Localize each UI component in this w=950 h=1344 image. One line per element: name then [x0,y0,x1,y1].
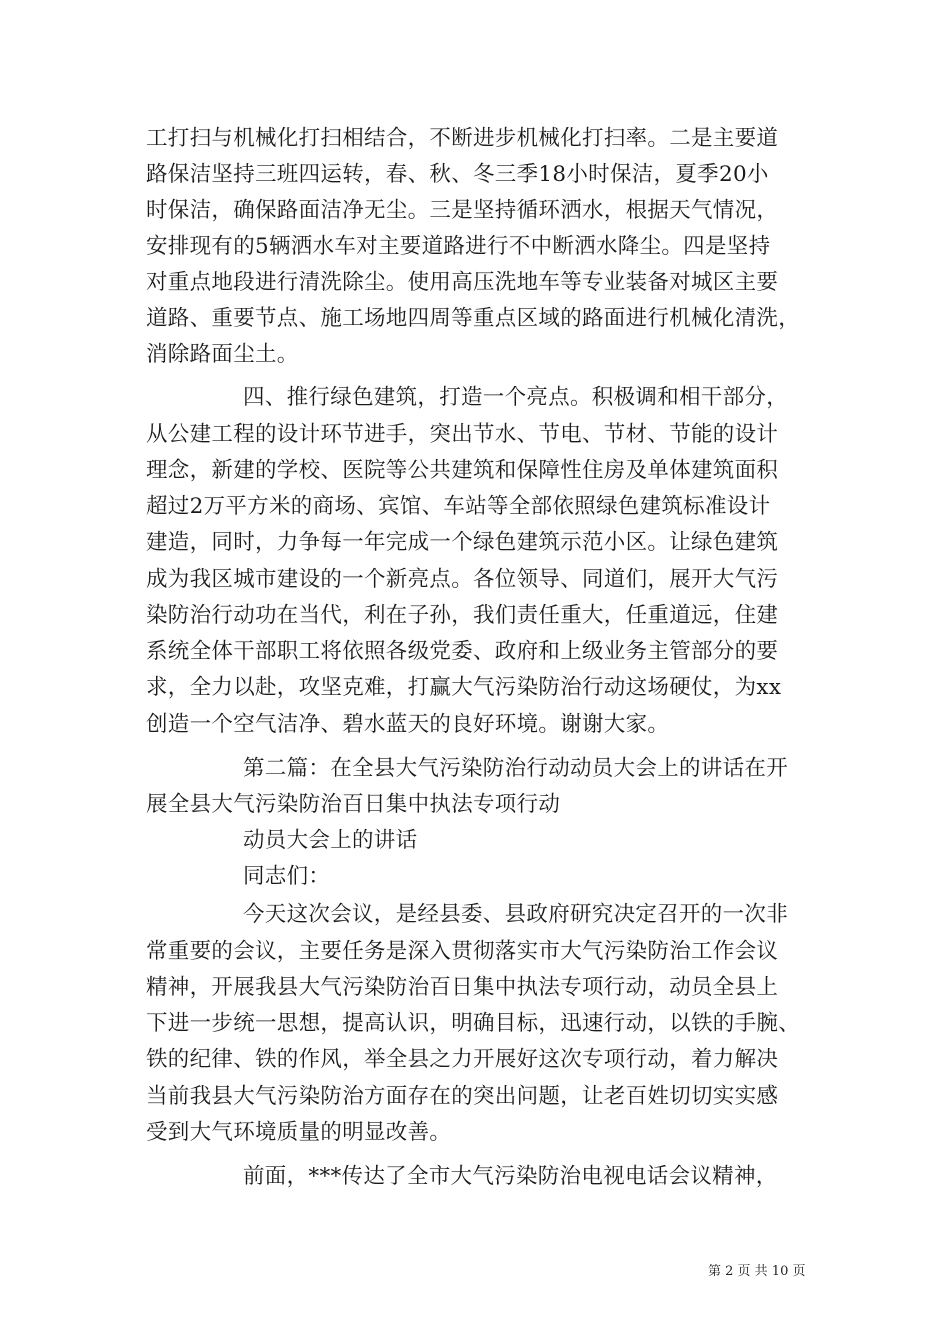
paragraph-line: 染防治行动功在当代，利在子孙，我们责任重大，任重道远，住建 [146,603,779,628]
paragraph-line: 创造一个空气洁净、碧水蓝天的良好环境。谢谢大家。 [146,712,670,737]
paragraph-line: 道路、重要节点、施工场地四周等重点区域的路面进行机械化清洗， [146,306,801,331]
paragraph-line: 精神，开展我县大气污染防治百日集中执法专项行动，动员全县上 [146,975,779,1000]
section-heading-line: 四、推行绿色建筑，打造一个亮点。积极调和相干部分， [243,385,789,410]
paragraph-line: 铁的纪律、铁的作风，举全县之力开展好这次专项行动，着力解决 [146,1047,779,1072]
paragraph-line: 超过2万平方米的商场、宾馆、车站等全部依照绿色建筑标准设计 [146,494,771,519]
paragraph-line: 常重要的会议，主要任务是深入贯彻落实市大气污染防治工作会议 [146,939,779,964]
paragraph-line: 受到大气环境质量的明显改善。 [146,1120,452,1145]
paragraph-line: 求，全力以赴，攻坚克难，打赢大气污染防治行动这场硬仗，为xx [146,675,782,700]
speech-title-line: 动员大会上的讲话 [243,828,418,853]
paragraph-line: 建造，同时，力争每一年完成一个绿色建筑示范小区。让绿色建筑 [146,530,779,555]
paragraph-line: 成为我区城市建设的一个新亮点。各位领导、同道们，展开大气污 [146,567,779,592]
page-number: 第 2 页 共 10 页 [708,1264,806,1279]
paragraph-line: 前面，***传达了全市大气污染防治电视电话会议精神， [243,1164,778,1189]
paragraph-line: 下进一步统一思想，提高认识，明确目标，迅速行动，以铁的手腕、 [146,1011,801,1036]
paragraph-line: 路保洁坚持三班四运转，春、秋、冬三季18小时保洁，夏季20小 [146,162,769,187]
paragraph-line: 当前我县大气污染防治方面存在的突出问题，让老百姓切切实实感 [146,1084,779,1109]
paragraph-line: 理念，新建的学校、医院等公共建筑和保障性住房及单体建筑面积 [146,458,779,483]
salutation-line: 同志们： [243,864,331,889]
paragraph-line: 安排现有的5辆洒水车对主要道路进行不中断洒水降尘。四是坚持 [146,234,771,259]
paragraph-line: 时保洁，确保路面洁净无尘。三是坚持循环洒水，根据天气情况， [146,198,779,223]
paragraph-line: 工打扫与机械化打扫相结合，不断进步机械化打扫率。二是主要道 [146,126,779,151]
paragraph-line: 今天这次会议，是经县委、县政府研究决定召开的一次非 [243,902,789,927]
paragraph-line: 系统全体干部职工将依照各级党委、政府和上级业务主管部分的要 [146,639,779,664]
chapter-title-line: 第二篇：在全县大气污染防治行动动员大会上的讲话在开 [243,756,789,781]
paragraph-line: 对重点地段进行清洗除尘。使用高压洗地车等专业装备对城区主要 [146,270,779,295]
paragraph-line: 从公建工程的设计环节进手，突出节水、节电、节材、节能的设计 [146,422,779,447]
chapter-title-line: 展全县大气污染防治百日集中执法专项行动 [146,792,561,817]
paragraph-line: 消除路面尘土。 [146,342,299,367]
